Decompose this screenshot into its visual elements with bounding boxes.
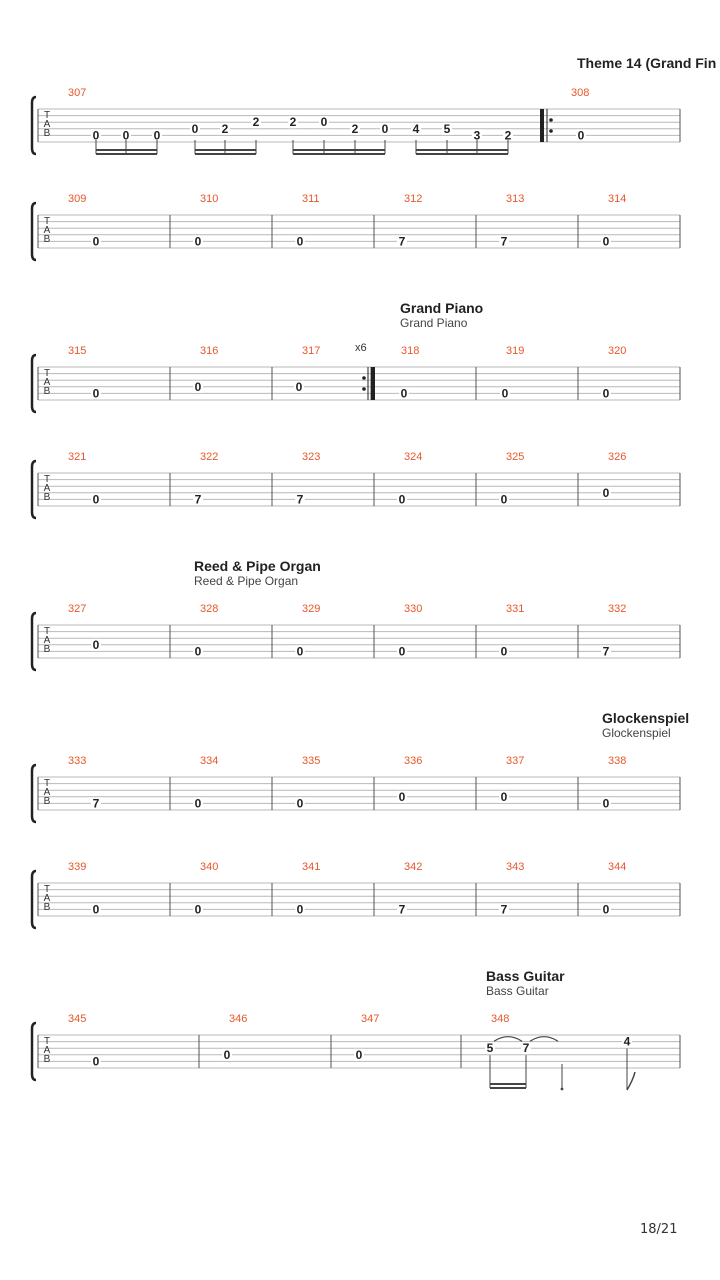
measure-number: 312 <box>404 193 423 205</box>
measure-number: 327 <box>68 603 87 615</box>
fret-number: 0 <box>92 234 100 249</box>
system-bracket <box>32 613 36 670</box>
measure-number: 314 <box>608 193 627 205</box>
tab-clef-letter: T <box>43 778 51 789</box>
measure-number: 329 <box>302 603 321 615</box>
tab-clef-letter: A <box>43 225 51 236</box>
fret-number: 5 <box>443 121 451 136</box>
section-subtitle: Grand Piano <box>400 316 468 330</box>
fret-number: 7 <box>522 1041 530 1056</box>
fret-number: 0 <box>577 128 585 143</box>
fret-number: 0 <box>602 234 610 249</box>
fret-number: 0 <box>296 796 304 811</box>
section-subtitle: Bass Guitar <box>486 984 549 998</box>
repeat-dot <box>549 129 553 133</box>
measure-number: 336 <box>404 755 423 767</box>
tab-clef-letter: B <box>43 902 51 913</box>
fret-number: 7 <box>398 902 406 917</box>
section-title: Bass Guitar <box>486 968 565 984</box>
fret-number: 0 <box>355 1047 363 1062</box>
fret-number: 0 <box>92 492 100 507</box>
rest-dot <box>561 1088 564 1091</box>
system-bracket <box>32 97 36 154</box>
staff-system <box>32 461 680 518</box>
measure-number: 308 <box>571 87 590 99</box>
section-subtitle: Glockenspiel <box>602 726 671 740</box>
fret-number: 2 <box>289 115 297 130</box>
measure-number: 325 <box>506 451 525 463</box>
repeat-dot <box>549 118 553 122</box>
tab-clef-letter: B <box>43 234 51 245</box>
measure-number: 318 <box>401 345 420 357</box>
staff-system <box>32 765 680 822</box>
fret-number: 3 <box>473 128 481 143</box>
page-number: 18/21 <box>640 1222 678 1237</box>
measure-number: 316 <box>200 345 219 357</box>
tab-clef-letter: B <box>43 644 51 655</box>
tab-clef-letter: A <box>43 787 51 798</box>
repeat-dot <box>362 376 366 380</box>
fret-number: 0 <box>381 121 389 136</box>
tab-clef-letter: T <box>43 884 51 895</box>
fret-number: 7 <box>296 492 304 507</box>
measure-number: 320 <box>608 345 627 357</box>
system-bracket <box>32 1023 36 1080</box>
measure-number: 310 <box>200 193 219 205</box>
fret-number: 0 <box>501 386 509 401</box>
measure-number: 321 <box>68 451 87 463</box>
tab-clef-letter: A <box>43 377 51 388</box>
measure-number: 342 <box>404 861 423 873</box>
tab-clef-letter: B <box>43 128 51 139</box>
system-bracket <box>32 765 36 822</box>
measure-number: 319 <box>506 345 525 357</box>
fret-number: 0 <box>194 234 202 249</box>
fret-number: 0 <box>92 128 100 143</box>
repeat-dot <box>362 387 366 391</box>
fret-number: 7 <box>602 644 610 659</box>
fret-number: 0 <box>398 492 406 507</box>
section-title: Theme 14 (Grand Fin <box>577 55 717 71</box>
tab-clef-letter: B <box>43 1054 51 1065</box>
note-flag <box>627 1072 635 1090</box>
tab-clef-letter: A <box>43 893 51 904</box>
fret-number: 0 <box>296 902 304 917</box>
measure-number: 335 <box>302 755 321 767</box>
fret-number: 0 <box>122 128 130 143</box>
measure-number: 330 <box>404 603 423 615</box>
fret-number: 0 <box>398 789 406 804</box>
measure-number: 338 <box>608 755 627 767</box>
repeat-count: x6 <box>355 342 367 354</box>
measure-number: 346 <box>229 1013 248 1025</box>
measure-number: 326 <box>608 451 627 463</box>
tab-clef-letter: A <box>43 635 51 646</box>
system-bracket <box>32 355 36 412</box>
tab-clef-letter: B <box>43 796 51 807</box>
fret-number: 0 <box>194 379 202 394</box>
measure-number: 345 <box>68 1013 87 1025</box>
measure-number: 348 <box>491 1013 510 1025</box>
fret-number: 4 <box>623 1034 631 1049</box>
fret-number: 0 <box>191 121 199 136</box>
fret-number: 0 <box>194 796 202 811</box>
fret-number: 0 <box>602 386 610 401</box>
measure-number: 337 <box>506 755 525 767</box>
tab-clef-letter: A <box>43 483 51 494</box>
measure-number: 317 <box>302 345 321 357</box>
staff-system <box>32 355 680 412</box>
tab-clef-letter: T <box>43 474 51 485</box>
fret-number: 2 <box>504 128 512 143</box>
fret-number: 7 <box>194 492 202 507</box>
fret-number: 0 <box>602 796 610 811</box>
system-bracket <box>32 203 36 260</box>
fret-number: 5 <box>486 1041 494 1056</box>
measure-number: 315 <box>68 345 87 357</box>
staff-system <box>32 871 680 928</box>
fret-number: 2 <box>221 121 229 136</box>
repeat-thick-bar <box>540 109 544 142</box>
fret-number: 0 <box>153 128 161 143</box>
fret-number: 7 <box>398 234 406 249</box>
tab-clef-letter: T <box>43 110 51 121</box>
fret-number: 0 <box>602 902 610 917</box>
fret-number: 0 <box>194 902 202 917</box>
tab-clef-letter: A <box>43 1045 51 1056</box>
measure-number: 311 <box>302 193 320 205</box>
repeat-thick-bar <box>371 367 375 400</box>
measure-number: 309 <box>68 193 87 205</box>
measure-number: 333 <box>68 755 87 767</box>
fret-number: 0 <box>194 644 202 659</box>
measure-number: 332 <box>608 603 627 615</box>
fret-number: 0 <box>296 644 304 659</box>
measure-number: 334 <box>200 755 219 767</box>
measure-number: 322 <box>200 451 219 463</box>
fret-number: 0 <box>500 789 508 804</box>
fret-number: 0 <box>92 1054 100 1069</box>
fret-number: 7 <box>500 902 508 917</box>
measure-number: 347 <box>361 1013 380 1025</box>
fret-number: 0 <box>500 644 508 659</box>
fret-number: 2 <box>252 115 260 130</box>
staff-system <box>32 613 680 670</box>
measure-number: 339 <box>68 861 87 873</box>
section-title: Reed & Pipe Organ <box>194 558 321 574</box>
fret-number: 0 <box>602 485 610 500</box>
fret-number: 0 <box>92 902 100 917</box>
system-bracket <box>32 871 36 928</box>
fret-number: 4 <box>412 121 420 136</box>
measure-number: 313 <box>506 193 525 205</box>
tie <box>494 1037 522 1042</box>
tie <box>530 1037 558 1042</box>
measure-number: 323 <box>302 451 321 463</box>
fret-number: 0 <box>320 115 328 130</box>
tab-clef-letter: B <box>43 492 51 503</box>
tab-clef-letter: T <box>43 626 51 637</box>
measure-number: 328 <box>200 603 219 615</box>
measure-number: 340 <box>200 861 219 873</box>
measure-number: 307 <box>68 87 87 99</box>
measure-number: 343 <box>506 861 525 873</box>
section-subtitle: Reed & Pipe Organ <box>194 574 299 588</box>
fret-number: 0 <box>398 644 406 659</box>
fret-number: 0 <box>296 234 304 249</box>
measure-number: 324 <box>404 451 423 463</box>
fret-number: 0 <box>223 1047 231 1062</box>
staff-system <box>32 203 680 260</box>
section-title: Glockenspiel <box>602 710 690 726</box>
fret-number: 0 <box>500 492 508 507</box>
tab-clef-letter: A <box>43 119 51 130</box>
fret-number: 2 <box>351 121 359 136</box>
fret-number: 0 <box>400 386 408 401</box>
fret-number: 7 <box>92 796 100 811</box>
fret-number: 7 <box>500 234 508 249</box>
fret-number: 0 <box>92 637 100 652</box>
section-title: Grand Piano <box>400 300 484 316</box>
measure-number: 344 <box>608 861 627 873</box>
fret-number: 0 <box>295 379 303 394</box>
measure-number: 331 <box>506 603 525 615</box>
tab-clef-letter: T <box>43 368 51 379</box>
measure-number: 341 <box>302 861 321 873</box>
tab-clef-letter: T <box>43 1036 51 1047</box>
system-bracket <box>32 461 36 518</box>
tab-clef-letter: T <box>43 216 51 227</box>
tab-clef-letter: B <box>43 386 51 397</box>
fret-number: 0 <box>92 386 100 401</box>
